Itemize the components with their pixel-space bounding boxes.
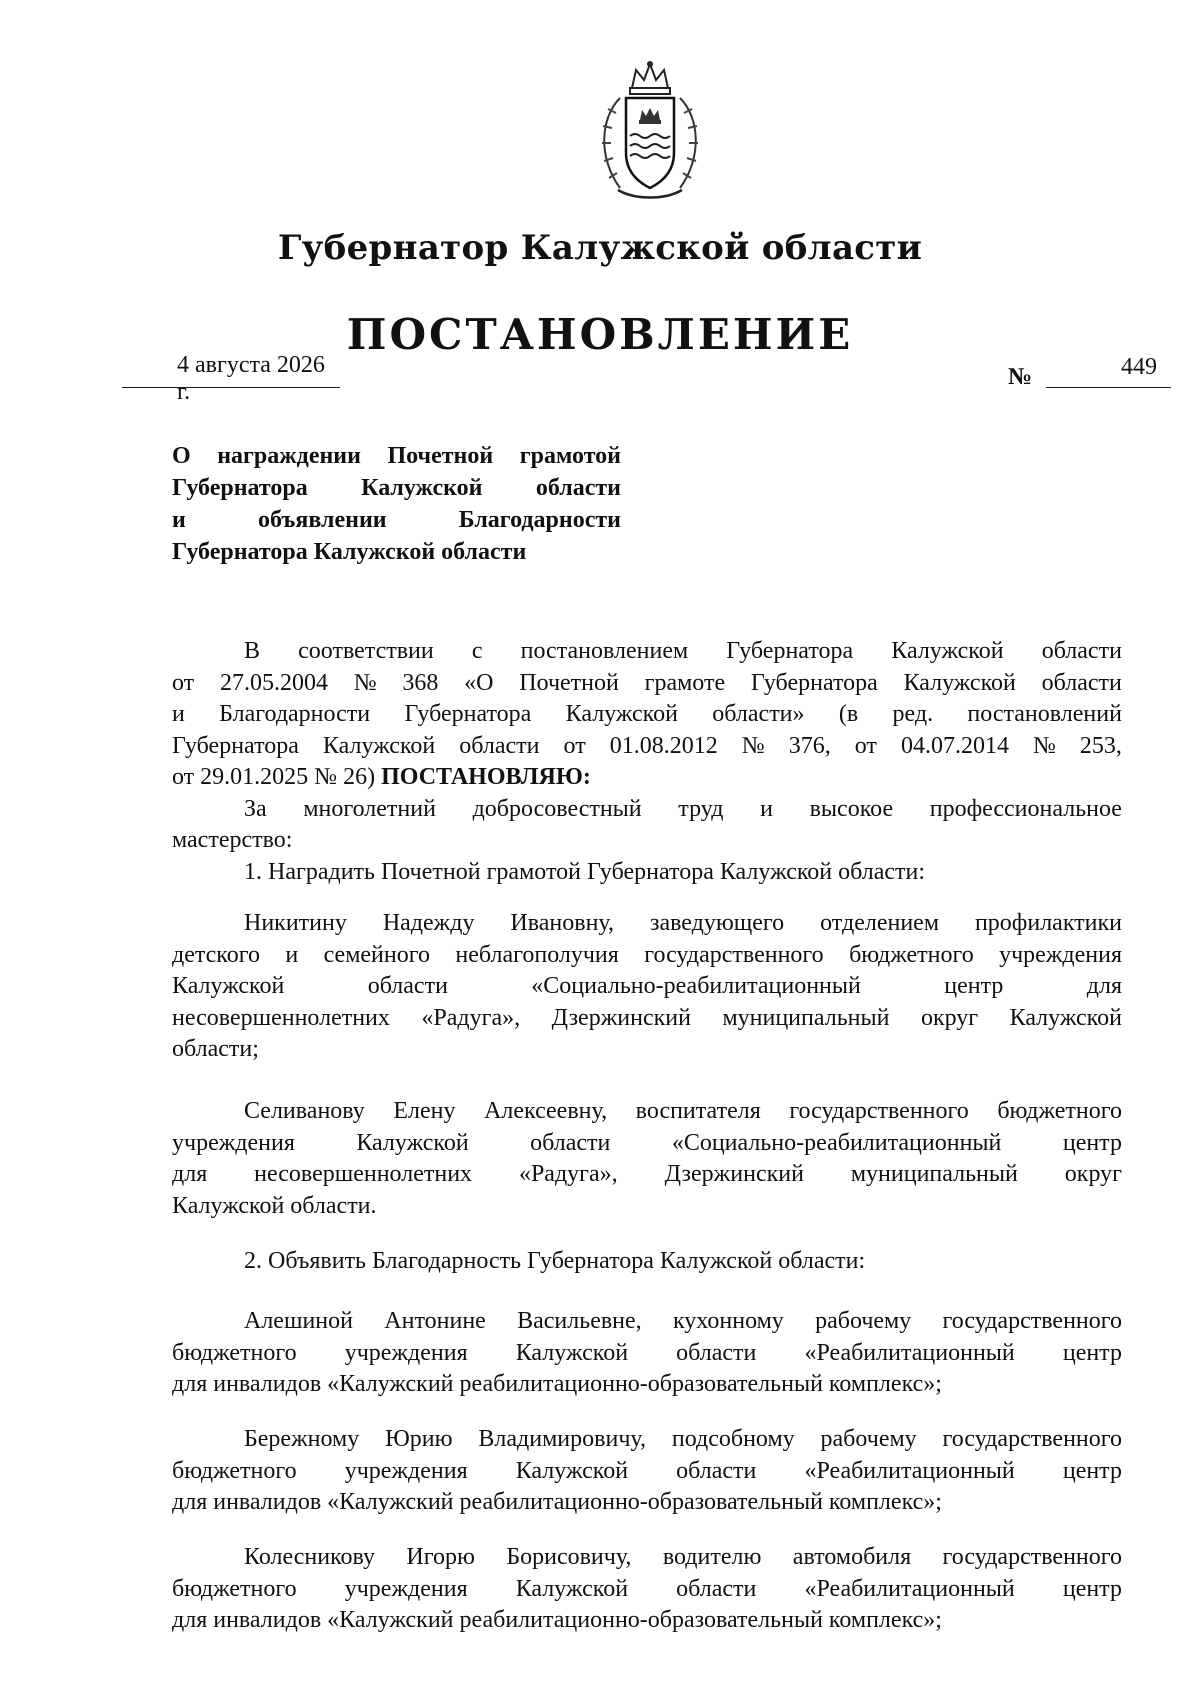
person-line: бюджетного учреждения Калужской области «Реабилитационный центр	[172, 1575, 1122, 1602]
document-subject	[172, 440, 621, 568]
person-line: детского и семейного неблагополучия государственного бюджетного учреждения	[172, 941, 1122, 968]
person-line: Никитину Надежду Ивановну, заведующего отделением профилактики	[244, 910, 1122, 936]
number-sign: №	[1008, 364, 1033, 390]
person-line: для инвалидов «Калужский реабилитационно-образовательный комплекс»;	[172, 1607, 942, 1633]
preamble-line: Губернатора Калужской области от 01.08.2012 № 376, от 04.07.2014 № 253,	[172, 732, 1122, 759]
subject-line: и объявлении Благодарности	[172, 507, 621, 533]
preamble-line	[172, 762, 1122, 794]
document-type-title: ПОСТАНОВЛЕНИЕ	[346, 310, 854, 359]
award-person-paragraph	[172, 908, 1122, 1066]
person-line: Бережному Юрию Владимировичу, подсобному рабочему государственного	[244, 1426, 1122, 1452]
document-number: 449	[1046, 354, 1171, 388]
subject-line: О награждении Почетной грамотой	[172, 443, 621, 469]
person-line: Алешиной Антонине Васильевне, кухонному рабочему государственного	[244, 1308, 1122, 1334]
document-date: 4 августа 2026 г.	[122, 352, 340, 388]
person-line: для несовершеннолетних «Радуга», Дзержинский муниципальный округ	[172, 1161, 1122, 1187]
person-line: бюджетного учреждения Калужской области «Реабилитационный центр	[172, 1457, 1122, 1484]
person-line: области;	[172, 1036, 259, 1062]
preamble-line: от 27.05.2004 № 368 «О Почетной грамоте Губернатора Калужской области	[172, 669, 1122, 696]
preamble-line: и Благодарности Губернатора Калужской области» (в ред. постановлений	[172, 701, 1122, 727]
gratitude-person-paragraph	[172, 1306, 1122, 1401]
preamble-line-start: от 29.01.2025 № 26)	[172, 764, 376, 790]
preamble-paragraph	[172, 636, 1122, 888]
gratitude-person-paragraph	[172, 1542, 1122, 1637]
person-line: Калужской области «Социально-реабилитационный центр для	[172, 973, 1122, 999]
person-line: несовершеннолетних «Радуга», Дзержинский муниципальный округ Калужской	[172, 1004, 1122, 1031]
subject-line: Губернатора Калужской области	[172, 475, 621, 501]
coat-of-arms-emblem	[590, 58, 710, 208]
person-line: для инвалидов «Калужский реабилитационно-образовательный комплекс»;	[172, 1371, 942, 1397]
person-line: бюджетного учреждения Калужской области «Реабилитационный центр	[172, 1339, 1122, 1366]
resolve-keyword: ПОСТАНОВЛЯЮ:	[381, 764, 591, 790]
award-person-paragraph	[172, 1096, 1122, 1222]
item1-heading: 1. Наградить Почетной грамотой Губернатора Калужской области:	[244, 858, 926, 885]
reason-line: За многолетний добросовестный труд и высокое профессиональное	[244, 795, 1122, 822]
preamble-line: В соответствии с постановлением Губернатора Калужской области	[244, 638, 1122, 664]
person-line: Селиванову Елену Алексеевну, воспитателя государственного бюджетного	[244, 1098, 1122, 1124]
item2-heading: 2. Объявить Благодарность Губернатора Калужской области:	[244, 1248, 866, 1274]
person-line: для инвалидов «Калужский реабилитационно-образовательный комплекс»;	[172, 1489, 942, 1515]
gratitude-person-paragraph	[172, 1424, 1122, 1519]
person-line: учреждения Калужской области «Социально-реабилитационный центр	[172, 1129, 1122, 1156]
issuing-authority: Губернатор Калужской области	[277, 228, 923, 268]
subject-line: Губернатора Калужской области	[172, 539, 527, 565]
item2-section	[172, 1246, 1122, 1278]
person-line: Калужской области.	[172, 1192, 377, 1219]
reason-line: мастерство:	[172, 827, 293, 853]
person-line: Колесникову Игорю Борисовичу, водителю автомобиля государственного	[244, 1544, 1122, 1570]
